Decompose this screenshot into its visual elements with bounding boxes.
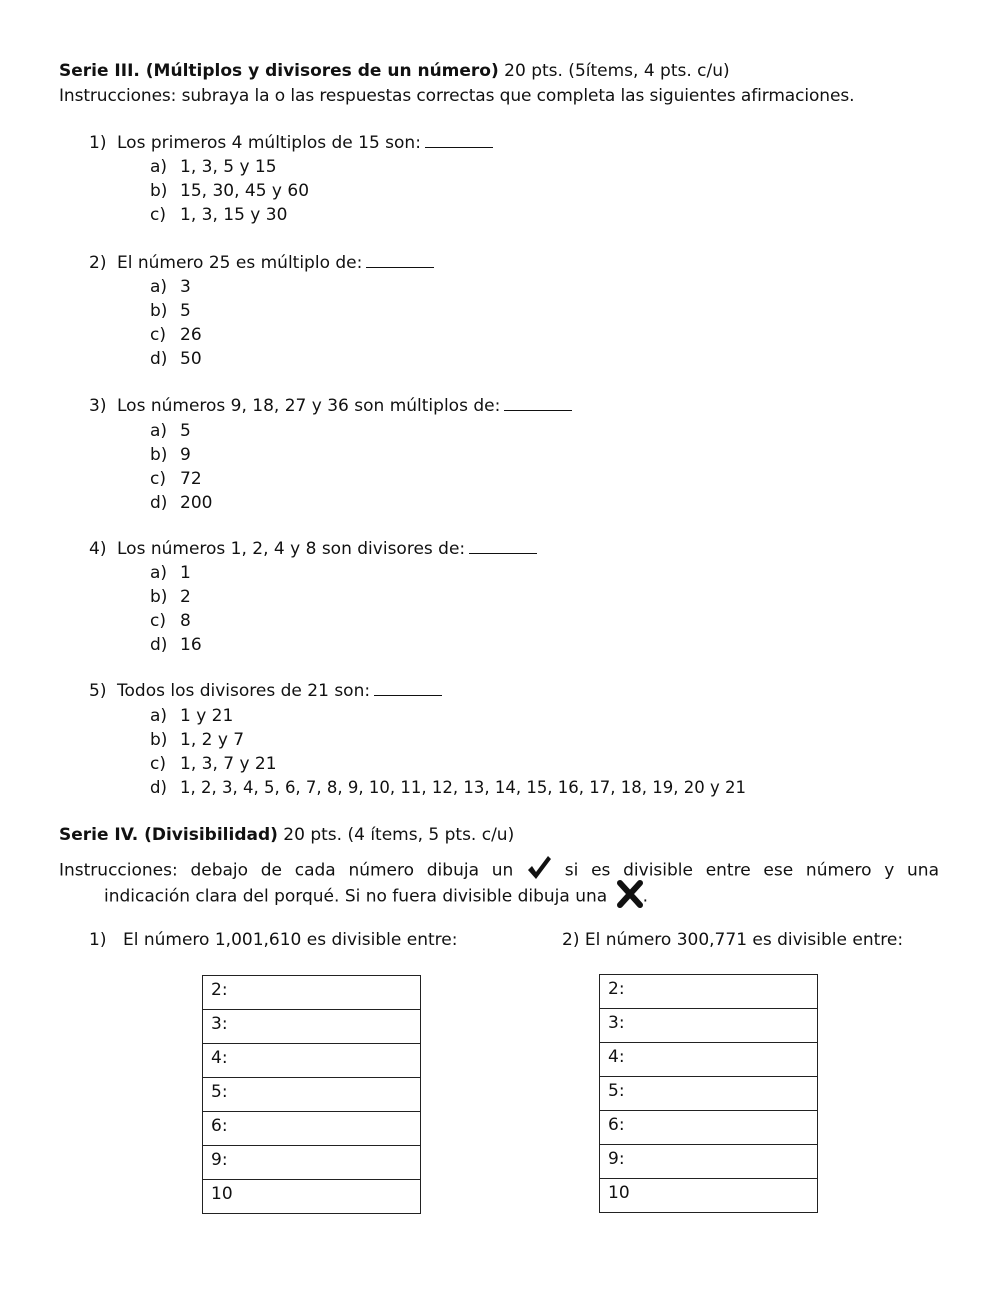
serie-3-instructions: Instrucciones: subraya la o las respuestas correctas que completa las siguientes afirmaciones. — [59, 86, 855, 106]
option-letter: d) — [150, 493, 168, 513]
option-text: 8 — [180, 611, 191, 631]
option[interactable] — [150, 491, 212, 515]
option-letter: a) — [150, 277, 168, 297]
divisor-cell[interactable]: 5: — [203, 1078, 421, 1112]
table-row — [600, 1179, 818, 1213]
instructions-period: . — [642, 886, 648, 907]
option-text: 50 — [180, 349, 202, 369]
option[interactable] — [150, 561, 202, 585]
question-number: 1) — [89, 133, 107, 153]
table-row — [203, 1112, 421, 1146]
serie-3-title-points: 20 pts. (5ítems, 4 pts. c/u) — [498, 61, 730, 81]
cross-mark-icon — [617, 880, 643, 913]
question-text: Todos los divisores de 21 son: — [117, 681, 371, 701]
item-number: 1) — [89, 930, 107, 950]
table-row — [600, 1111, 818, 1145]
option-letter: a) — [150, 421, 168, 441]
option-letter: b) — [150, 181, 168, 201]
table-row — [600, 1009, 818, 1043]
table-row — [203, 1044, 421, 1078]
divisibility-table-2 — [599, 974, 818, 1213]
serie-3-title — [59, 61, 730, 81]
option-letter: b) — [150, 587, 168, 607]
option[interactable] — [150, 633, 202, 657]
table-row — [600, 975, 818, 1009]
divisor-cell[interactable]: 3: — [600, 1009, 818, 1043]
option[interactable] — [150, 155, 309, 179]
option-text: 1, 3, 15 y 30 — [180, 205, 288, 225]
divisibility-item-1-heading — [89, 930, 457, 950]
option-letter: d) — [150, 635, 168, 655]
question-text: Los números 1, 2, 4 y 8 son divisores de: — [117, 539, 466, 559]
option-text: 1, 2 y 7 — [180, 730, 245, 750]
option-text: 1 — [180, 563, 191, 583]
question-5-options — [150, 704, 746, 800]
serie-3-title-bold: Serie III. (Múltiplos y divisores de un número) — [59, 61, 499, 81]
option[interactable] — [150, 323, 202, 347]
option-letter: b) — [150, 730, 168, 750]
question-3 — [89, 396, 572, 416]
option-letter: c) — [150, 611, 166, 631]
option[interactable] — [150, 419, 212, 443]
question-number: 4) — [89, 539, 107, 559]
option-text: 1, 2, 3, 4, 5, 6, 7, 8, 9, 10, 11, 12, 13, 14, 15, 16, 17, 18, 19, 20 y 21 — [180, 778, 746, 797]
option-text: 5 — [180, 421, 191, 441]
serie-4-title — [59, 825, 514, 845]
divisor-cell[interactable]: 9: — [600, 1145, 818, 1179]
option-text: 1, 3, 7 y 21 — [180, 754, 277, 774]
instructions-text: Instrucciones: debajo de cada número dibuja un — [59, 860, 514, 881]
table-row — [203, 1010, 421, 1044]
option-text: 200 — [180, 493, 213, 513]
option[interactable] — [150, 728, 746, 752]
divisor-cell[interactable]: 10 — [203, 1180, 421, 1214]
option-letter: c) — [150, 205, 166, 225]
instructions-text: indicación clara del porqué. Si no fuera divisible dibuja una — [104, 886, 608, 907]
option[interactable] — [150, 704, 746, 728]
question-2 — [89, 253, 434, 273]
question-text: Los números 9, 18, 27 y 36 son múltiplos de: — [117, 396, 501, 416]
divisibility-item-2-heading: 2) El número 300,771 es divisible entre: — [562, 930, 904, 950]
option-letter: a) — [150, 157, 168, 177]
item-text: El número 1,001,610 es divisible entre: — [123, 930, 458, 950]
table-row — [203, 976, 421, 1010]
answer-blank[interactable] — [504, 396, 572, 411]
option[interactable] — [150, 179, 309, 203]
table-row — [203, 1146, 421, 1180]
question-number: 3) — [89, 396, 107, 416]
option[interactable] — [150, 752, 746, 776]
option-letter: c) — [150, 469, 166, 489]
question-number: 2) — [89, 253, 107, 273]
question-number: 5) — [89, 681, 107, 701]
option-text: 16 — [180, 635, 202, 655]
question-2-options — [150, 275, 202, 371]
divisor-cell[interactable]: 6: — [203, 1112, 421, 1146]
option[interactable] — [150, 443, 212, 467]
divisor-cell[interactable]: 2: — [203, 976, 421, 1010]
serie-4-instructions-line-2 — [104, 880, 648, 913]
divisor-cell[interactable]: 5: — [600, 1077, 818, 1111]
divisor-cell[interactable]: 4: — [203, 1044, 421, 1078]
divisor-cell[interactable]: 3: — [203, 1010, 421, 1044]
option-letter: a) — [150, 563, 168, 583]
instructions-text: si es divisible entre ese número y una — [564, 860, 939, 881]
option-text: 9 — [180, 445, 191, 465]
divisor-cell[interactable]: 4: — [600, 1043, 818, 1077]
question-3-options — [150, 419, 212, 515]
option-letter: a) — [150, 706, 168, 726]
option-text: 5 — [180, 301, 191, 321]
question-5 — [89, 681, 442, 701]
option[interactable] — [150, 467, 212, 491]
answer-blank[interactable] — [374, 681, 442, 696]
table-row — [600, 1043, 818, 1077]
table-row — [600, 1077, 818, 1111]
divisibility-table-1 — [202, 975, 421, 1214]
option-letter: b) — [150, 445, 168, 465]
option[interactable] — [150, 275, 202, 299]
table-row — [203, 1180, 421, 1214]
option[interactable] — [150, 347, 202, 371]
option[interactable] — [150, 776, 746, 800]
option-letter: d) — [150, 349, 168, 369]
answer-blank[interactable] — [366, 253, 434, 268]
option-letter: c) — [150, 325, 166, 345]
divisor-cell[interactable]: 10 — [600, 1179, 818, 1213]
serie-4-title-points: 20 pts. (4 ítems, 5 pts. c/u) — [277, 825, 515, 845]
divisor-cell[interactable]: 2: — [600, 975, 818, 1009]
question-4-options — [150, 561, 202, 657]
option-text: 1, 3, 5 y 15 — [180, 157, 277, 177]
option[interactable] — [150, 203, 309, 227]
answer-blank[interactable] — [425, 133, 493, 148]
question-1-options — [150, 155, 309, 227]
option[interactable] — [150, 609, 202, 633]
serie-4-title-bold: Serie IV. (Divisibilidad) — [59, 825, 278, 845]
question-1 — [89, 133, 493, 153]
question-4 — [89, 539, 537, 559]
question-text: El número 25 es múltiplo de: — [117, 253, 363, 273]
table-row — [203, 1078, 421, 1112]
divisor-cell[interactable]: 6: — [600, 1111, 818, 1145]
option-letter: c) — [150, 754, 166, 774]
option-letter: b) — [150, 301, 168, 321]
option-text: 72 — [180, 469, 202, 489]
option-letter: d) — [150, 778, 167, 797]
question-text: Los primeros 4 múltiplos de 15 son: — [117, 133, 421, 153]
option-text: 15, 30, 45 y 60 — [180, 181, 310, 201]
option-text: 1 y 21 — [180, 706, 234, 726]
table-row — [600, 1145, 818, 1179]
divisor-cell[interactable]: 9: — [203, 1146, 421, 1180]
option[interactable] — [150, 585, 202, 609]
option-text: 2 — [180, 587, 191, 607]
option[interactable] — [150, 299, 202, 323]
option-text: 3 — [180, 277, 191, 297]
option-text: 26 — [180, 325, 202, 345]
answer-blank[interactable] — [469, 539, 537, 554]
